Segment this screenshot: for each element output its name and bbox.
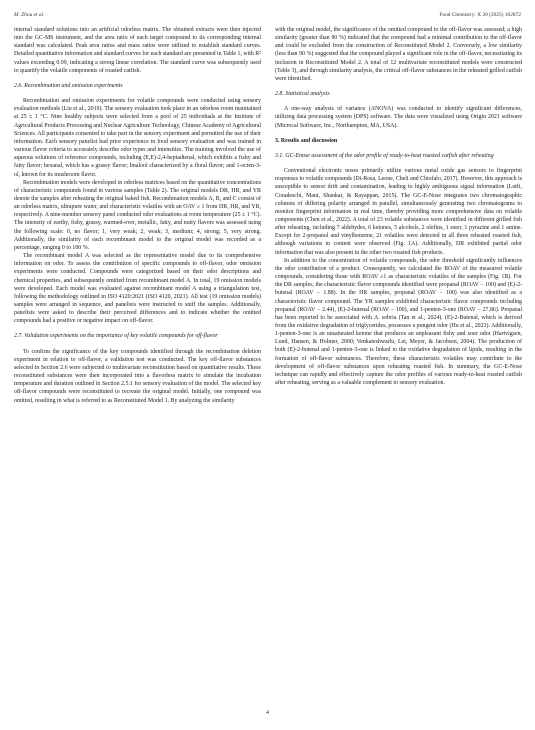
paragraph: with the original model, the significance of the omitted compound to the off-flavor was assessed; a high similarity (greater than 90 %) indicated that the compound had a minimal contribution to the off-flavor and could be excluded from the construction of Reconstituted Model 2. Conversely, a low similarity (less than 90 %) suggested that the compound played a significant role in the off-flavor, necessitating its inclusion in Reconstituted Model 2. A total of 12 multivariate reconstituted models were constructed (Table 3), and through similarity analysis, the critical off-flavor substances in the reheated grilled catfish were identified. <box>275 27 522 82</box>
paragraph: A one-way analysis of variance (ANOVA) was conducted to identify significant differences, utilizing data processing system (DPS) software. The data were visualized using Origin 2021 software (Microcal Software, Inc., Northampton, MA, USA). <box>275 106 522 129</box>
paragraph: In addition to the concentration of volatile compounds, the odor threshold significantly influences the odor contribution of a product. Consequently, we calculated the ROAV of the measured volatile compounds, considering those with ROAV ≥1 as characteristic volatiles of the samples (Fig. 1B). For the DR samples, the characteristic flavor compounds identified were propanal (ROAV − 100) and (E)-2-butenal (ROAV − 1.88). In the HR samples, propanal (ROAV − 100) was also identified as a characteristic flavor compound. The YR samples exhibited characteristic flavor compounds including propanal (ROAV − 2.44), (E)-2-butenal (ROAV − 100), and 1-penten-3-one (ROAV − 27.86). Propanal has been reported to be associated with A. sobria (Tan et al., 2024). (E)-2-Butenal, which is derived from the oxidative degradation of triglycerides, possesses a pungent odor (Hu et al., 2023). Additionally, 1-penten-3-one is an unsaturated ketone that produces an unpleasant fishy and sour odor (Hartvigsen, Lund, Hansen, & Holmer, 2000; Venkateshwarlu, Let, Meyer, & Jacobsen, 2004). The production of both (E)-2-butenal and 1-penten-3-one is linked to the oxidative degradation of lipids, resulting in the formation of off-flavor substances. Therefore, these characteristic volatiles may contribute to the development of off-flavor substances upon reheating roasted fish. In summary, the GC-E-Nose technique can rapidly and effectively capture the odor profiles of various ready-to-heat roasted catfish after reheating, serving as a valuable complement to sensory evaluation. <box>275 257 522 387</box>
paragraph: internal standard solutions into an artificial odorless matrix. The obtained extracts were then injected into the GC-MS instrument, and the area ratio of each target compound to its corresponding internal standard was calculated. Peak area ratios and mass ratios were utilized to establish standard curves. Detailed quantitative information and standard curves for each standard are presented in Table 1, with R² values exceeding 0.99, indicating a strong linear correlation. The standard curve was subsequently used to quantify the volatile components of roasted catfish. <box>14 27 261 74</box>
section-heading-2-7: 2.7. Validation experiments on the importance of key volatile compounds for off-flavor <box>14 333 218 340</box>
page-number: 4 <box>266 710 269 716</box>
running-header-authors: M. Zhou et al. <box>14 12 45 18</box>
section-heading-2-6: 2.6. Recombination and omission experiments <box>14 82 123 89</box>
paragraph: Recombination models were developed in odorless matrices based on the quantitative concentrations of characteristic compounds found in various samples (Table 2). The original models DR, HR, and YR denote the samples after reheating the original baked fish. Recombination models A, B, and C consist of an odorless matrix, ultrapure water, and characteristic volatiles with an OAV ≥ 1 from DR, HR, and YR, respectively. A nine-member sensory panel conducted odor evaluations at room temperature (25 ± 1 °C). The intensity of earthy, fishy, grassy, warmed-over, metallic, fatty, and nutty flavors was assessed using the following scale: 0, no flavor; 1, very weak; 2, weak; 3, medium; 4, strong; 5, very strong. Additionally, the similarity of each recombinant model to the original model was recorded as a percentage, ranging 0 to 100 %. <box>14 179 261 251</box>
paragraph: The recombinant model A was selected as the representative model due to its comprehensive information on odor. To assess the contribution of specific compounds to off-flavor, odor omission experiments were conducted. Compounds were categorized based on their odor descriptions and chemical properties, and subsequently omitted from recombinant model A. In total, 19 omission models were developed. Each model was evaluated against recombinant model A using a triangulation test, following the methodology outlined in ISO 4120:2021 (ISO 4120, 2021). All test (19 omission models) samples were arranged in sequence, and panelists were instructed to sniff the samples. Additionally, panelists were asked to describe their perceived differences and to indicate whether the omitted compounds had a positive or negative impact on off-flavor. <box>14 253 261 325</box>
right-column <box>275 26 522 387</box>
paragraph: Recombination and omission experiments for volatile compounds were conducted using sensory evaluation methods (Liu et al., 2019). The sensory evaluation took place in an odorless room maintained at 25 ± 1 °C. Nine healthy subjects were selected from a pool of 25 individuals at the Institute of Agricultural Products Processing and Nuclear Agriculture Technology, Chinese Academy of Agricultural Sciences. All participants consented to take part in the sensory experiment and permitted the use of their information. Each sensory panelist had prior experience in food sensory evaluation and was trained in various flavor criteria to accurately describe odor types and intensities. The training involved the use of aqueous solutions of reference compounds, including (E,E)-2,4-heptadienal, which exhibits a fishy and fatty flavor; hexanal, which has a grassy flavor; linalool characterized by a floral flavor; and 1-octen-3-ol, known for its mushroom flavor. <box>14 98 261 178</box>
paragraph: To confirm the significance of the key compounds identified through the recombination deletion experiment in relation to off-flavor, a validation test was conducted. The key off-flavor substances selected in Section 2.6 were subjected to multivariate reconstitution based on quantitative results. These reconstituted substances were then incorporated into a flavorless matrix to simulate the incubation temperature and duration outlined in Section 2.5.1 for sensory evaluation of the model. The selected key off-flavor compounds were reconstituted to recreate the original model. Initially, one compound was omitted, resulting in what is referred to as Reconstituted Model 1. By analyzing the similarity <box>14 348 261 404</box>
left-column <box>14 26 261 405</box>
section-heading-3-1: 3.1. GC-Enose assessment of the odor profile of ready-to-heat roasted catfish after reheating <box>275 152 494 159</box>
running-header-journal: Food Chemistry: X 30 (2025) 102872 <box>439 12 521 18</box>
section-heading-3: 3. Results and discussion <box>275 137 338 144</box>
section-heading-2-8: 2.8. Statistical analysis <box>275 91 330 98</box>
paragraph: Conventional electronic noses primarily utilize various metal oxide gas sensors to fingerprint responses to volatile compounds (Di-Rosa, Leone, Cheli and Chiofalo, 2017). However, this approach is susceptible to sensor drift and contamination, leading to highly ambiguous signal information (Lutfi, Coradeschi, Mani, Shankar, & Rayappan, 2015). The GC-E-Nose integrates two chromatographic columns of differing polarity arranged in parallel, simultaneously generating two chromatograms to monitor fingerprint information in real time, thereby providing more comprehensive data on volatile components (Chen et al., 2022). A total of 23 volatile substances were identified in different grilled fish after reheating, including 7 aldehydes, 6 ketones, 5 alcohols, 2 olefins, 1 ester, 1 pyrazine and 1 amine. Except for 2-propanol and vinylbenzene, 21 volatiles were detected in all three reheated roasted fish, although variations in content were observed (Fig. 1A). Additionally, DR exhibited partial odor information that was also present in the other two roasted fish products. <box>275 168 522 256</box>
